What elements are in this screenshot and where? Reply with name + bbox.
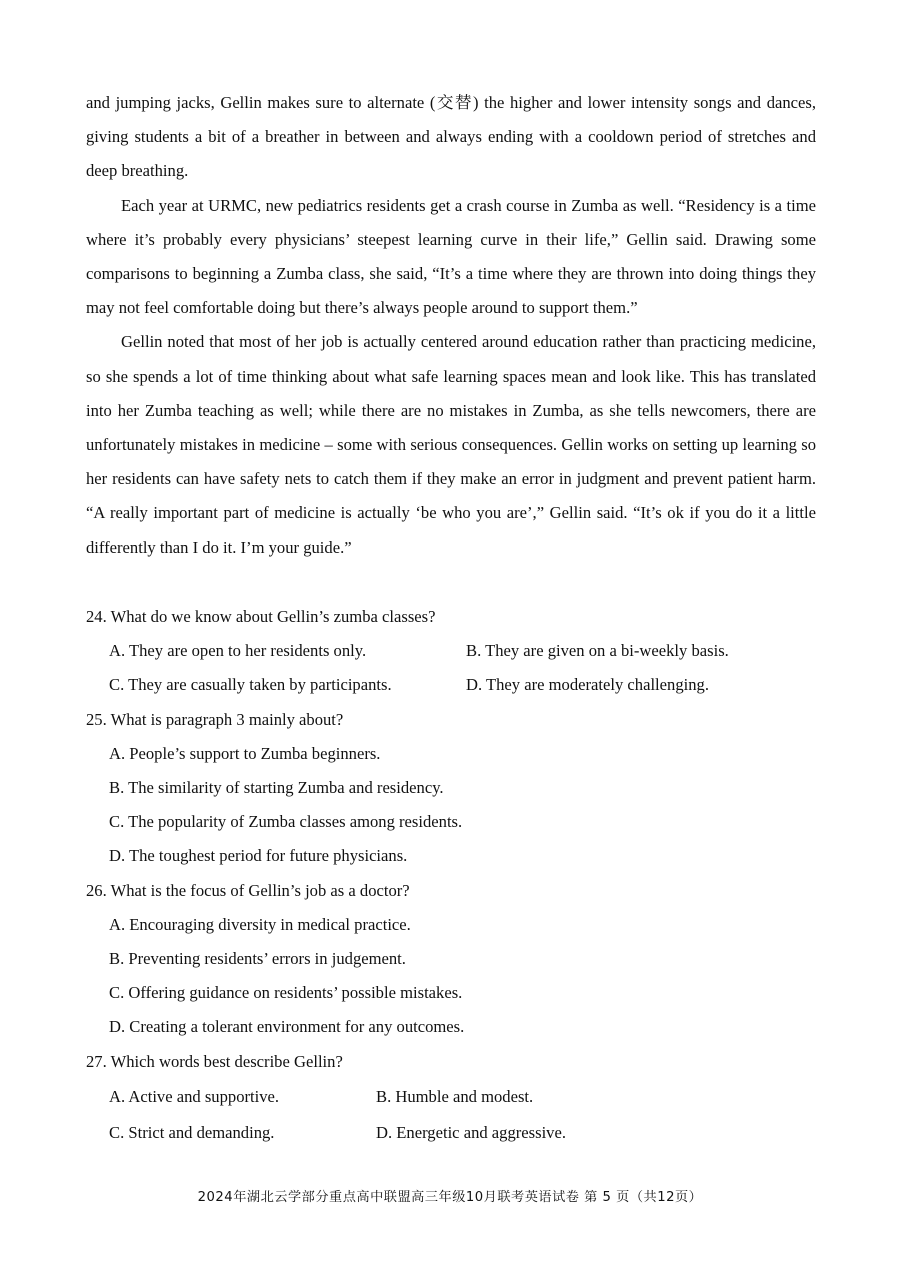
question-24 [86,600,816,703]
option-b: B. The similarity of starting Zumba and residency. [109,778,444,798]
option-b: B. Preventing residents’ errors in judgement. [109,949,406,969]
option-row [86,668,816,702]
option-a: A. Active and supportive. [109,1086,280,1106]
option-row [86,1079,816,1115]
option-a: A. People’s support to Zumba beginners. [109,743,381,763]
option-d: D. They are moderately challenging. [466,675,709,695]
page-footer: 2024年湖北云学部分重点高中联盟高三年级10月联考英语试卷 第 5 页（共12页） [197,1190,703,1205]
option-d: D. The toughest period for future physicians. [109,846,408,866]
option-d: D. Creating a tolerant environment for any outcomes. [109,1017,465,1037]
passage-paragraph-2: Each year at URMC, new pediatrics residents get a crash course in Zumba as well. “Residency is a time where it’s probably every physicians’ steepest learning curve in their life,” Gellin said. Drawing some comparisons to beginning a Zumba class, she said, “It’s a time where they are thrown into doing things they may not feel comfortable doing but there’s always people around to support them.” [86,195,816,318]
question-25 [86,703,816,874]
option-c: C. Offering guidance on residents’ possible mistakes. [109,983,463,1003]
option-c: C. They are casually taken by participants. [109,675,392,695]
question-27 [86,1045,816,1151]
option-c: C. Strict and demanding. [109,1122,275,1142]
option-a: A. Encouraging diversity in medical practice. [109,914,411,934]
option-row [86,1115,816,1151]
option-c: C. The popularity of Zumba classes among residents. [109,812,463,832]
option-d: D. Energetic and aggressive. [376,1122,566,1142]
reading-passage [86,86,816,565]
question-stem: 25. What is paragraph 3 mainly about? [86,709,344,729]
option-b: B. They are given on a bi-weekly basis. [466,641,729,661]
question-list [86,600,816,1151]
option-b: B. Humble and modest. [376,1086,534,1106]
passage-paragraph-3: Gellin noted that most of her job is actually centered around education rather than practicing medicine, so she spends a lot of time thinking about what safe learning spaces mean and look like. This has translated into her Zumba teaching as well; while there are no mistakes in Zumba, as she tells newcomers, there are unfortunately mistakes in medicine – some with serious consequences. Gellin works on setting up learning so her residents can have safety nets to catch them if they make an error in judgment and prevent patient harm. “A really important part of medicine is actually ‘be who you are’,” Gellin said. “It’s ok if you do it a little differently than I do it. I’m your guide.” [86,332,816,557]
option-a: A. They are open to her residents only. [109,641,367,661]
question-stem: 26. What is the focus of Gellin’s job as a doctor? [86,880,410,900]
question-stem: 27. Which words best describe Gellin? [86,1051,343,1071]
option-row [86,634,816,668]
question-26 [86,874,816,1045]
question-stem: 24. What do we know about Gellin’s zumba classes? [86,607,436,626]
passage-paragraph-1: and jumping jacks, Gellin makes sure to alternate (交替) the higher and lower intensity songs and dances, giving students a bit of a breather in between and always ending with a cooldown period of stretches and deep breathing. [86,93,816,181]
